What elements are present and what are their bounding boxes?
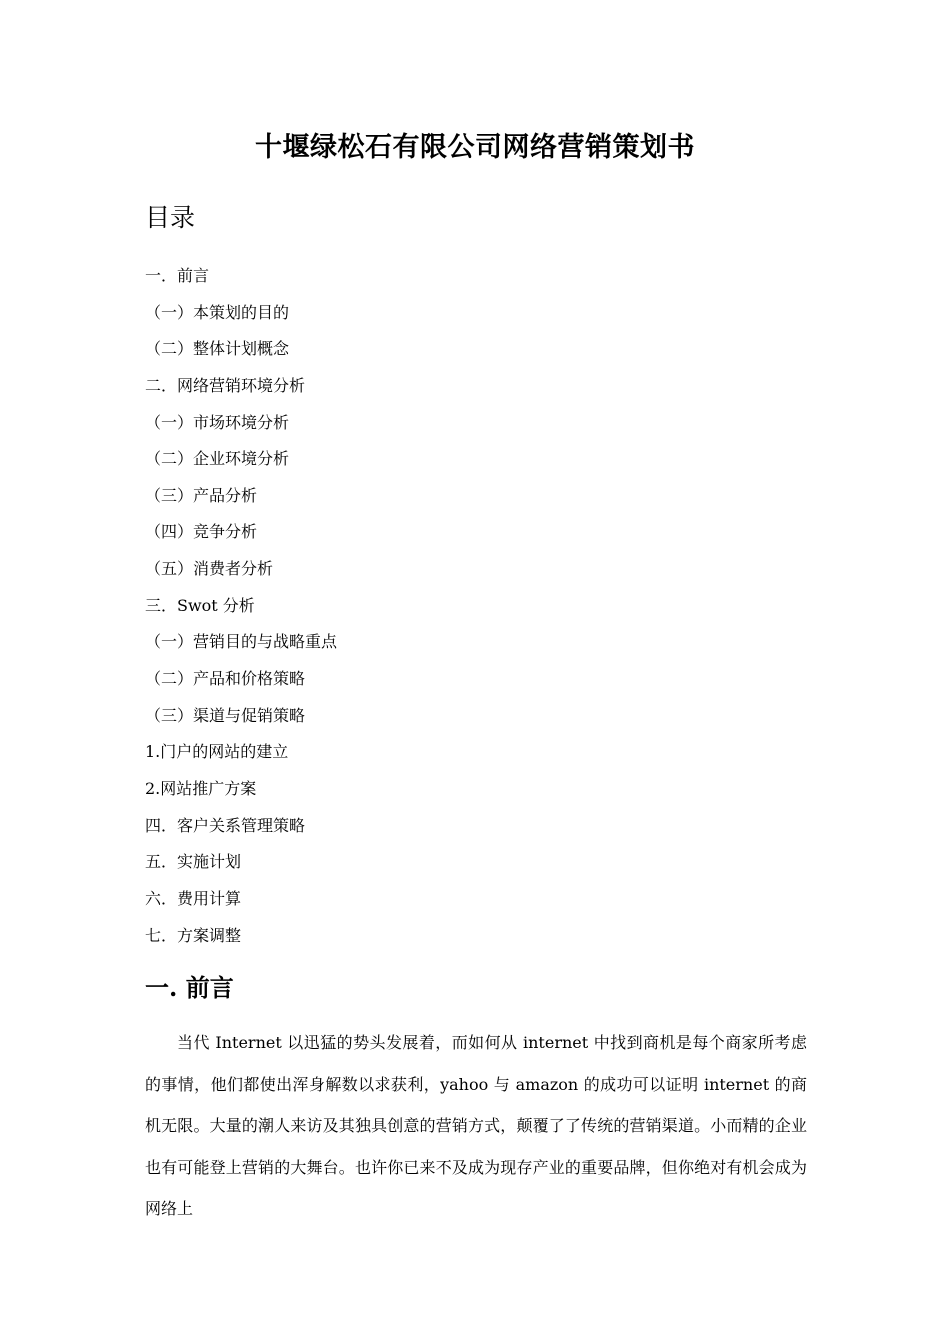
toc-item: 1.门户的网站的建立 xyxy=(145,742,289,762)
toc-item: 一．前言 xyxy=(145,266,210,285)
toc-item: （一）本策划的目的 xyxy=(145,302,290,322)
toc-item: 二．网络营销环境分析 xyxy=(145,375,306,395)
toc-item: （二）整体计划概念 xyxy=(145,339,290,359)
toc-item: （一）市场环境分析 xyxy=(145,412,290,432)
table-of-contents xyxy=(145,258,337,954)
document-title: 十堰绿松石有限公司网络营销策划书 xyxy=(255,132,695,163)
toc-item: （三）渠道与促销策略 xyxy=(145,705,306,725)
toc-item: 三．Swot 分析 xyxy=(145,595,255,615)
toc-item: 四．客户关系管理策略 xyxy=(145,815,306,835)
toc-heading: 目录 xyxy=(145,203,196,232)
toc-item: （二）企业环境分析 xyxy=(145,449,290,469)
section-heading-preface: 一. 前言 xyxy=(145,973,234,1002)
toc-item: 五．实施计划 xyxy=(145,852,242,872)
toc-item: （一）营销目的与战略重点 xyxy=(145,632,338,652)
toc-item: 六．费用计算 xyxy=(145,888,242,908)
toc-item: （四）竞争分析 xyxy=(145,522,258,542)
toc-item: （三）产品分析 xyxy=(145,485,258,505)
toc-item: 七．方案调整 xyxy=(145,925,242,945)
body-paragraph: 当代 Internet 以迅猛的势头发展着，而如何从 internet 中找到商机是每个商家所考虑的事情，他们都使出浑身解数以求获利，yahoo 与 amazon 的成功可以证明 internet 的商机无限。大量的潮人来访及其独具创意的营销方式，颠覆了了传统的营销渠道。小而精的企业也有可能登上营销的大舞台。也许你已来不及成为现存产业的重要品牌，但你绝对有机会成为网络上 xyxy=(145,1033,807,1218)
toc-item: （二）产品和价格策略 xyxy=(145,669,306,689)
toc-item: （五）消费者分析 xyxy=(145,559,274,579)
toc-item: 2.网站推广方案 xyxy=(145,778,257,798)
